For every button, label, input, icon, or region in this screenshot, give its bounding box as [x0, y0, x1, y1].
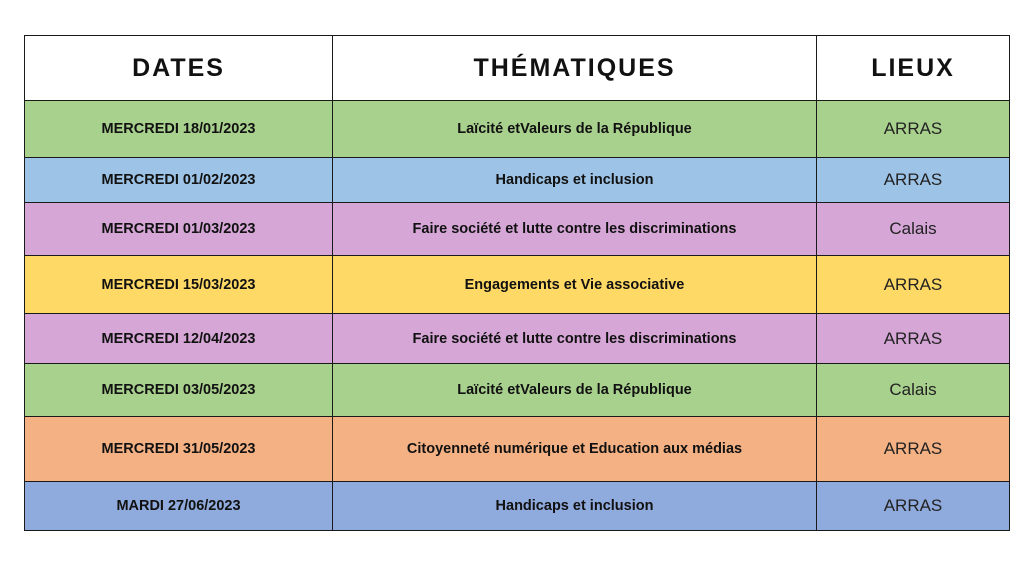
place-cell: ARRAS — [817, 482, 1010, 531]
theme-cell: Faire société et lutte contre les discriminations — [333, 203, 817, 256]
place-cell: ARRAS — [817, 256, 1010, 314]
header-dates: DATES — [25, 36, 333, 101]
place-cell: ARRAS — [817, 101, 1010, 158]
date-cell: MERCREDI 01/02/2023 — [25, 158, 333, 203]
table-row — [25, 101, 1010, 158]
date-cell: MERCREDI 31/05/2023 — [25, 417, 333, 482]
place-cell: Calais — [817, 364, 1010, 417]
place-cell: Calais — [817, 203, 1010, 256]
table-row — [25, 314, 1010, 364]
table-row — [25, 158, 1010, 203]
table-row — [25, 364, 1010, 417]
header-lieux: LIEUX — [817, 36, 1010, 101]
theme-cell: Engagements et Vie associative — [333, 256, 817, 314]
table-row — [25, 417, 1010, 482]
place-cell: ARRAS — [817, 314, 1010, 364]
date-cell: MERCREDI 18/01/2023 — [25, 101, 333, 158]
theme-cell: Faire société et lutte contre les discriminations — [333, 314, 817, 364]
table-row — [25, 256, 1010, 314]
header-row — [25, 36, 1010, 101]
theme-cell: Citoyenneté numérique et Education aux médias — [333, 417, 817, 482]
table-row — [25, 203, 1010, 256]
date-cell: MARDI 27/06/2023 — [25, 482, 333, 531]
date-cell: MERCREDI 01/03/2023 — [25, 203, 333, 256]
date-cell: MERCREDI 03/05/2023 — [25, 364, 333, 417]
place-cell: ARRAS — [817, 417, 1010, 482]
date-cell: MERCREDI 15/03/2023 — [25, 256, 333, 314]
theme-cell: Laïcité etValeurs de la République — [333, 364, 817, 417]
table-row — [25, 482, 1010, 531]
theme-cell: Handicaps et inclusion — [333, 158, 817, 203]
date-cell: MERCREDI 12/04/2023 — [25, 314, 333, 364]
schedule-table — [24, 35, 1010, 531]
header-thematiques: THÉMATIQUES — [333, 36, 817, 101]
theme-cell: Laïcité etValeurs de la République — [333, 101, 817, 158]
theme-cell: Handicaps et inclusion — [333, 482, 817, 531]
place-cell: ARRAS — [817, 158, 1010, 203]
